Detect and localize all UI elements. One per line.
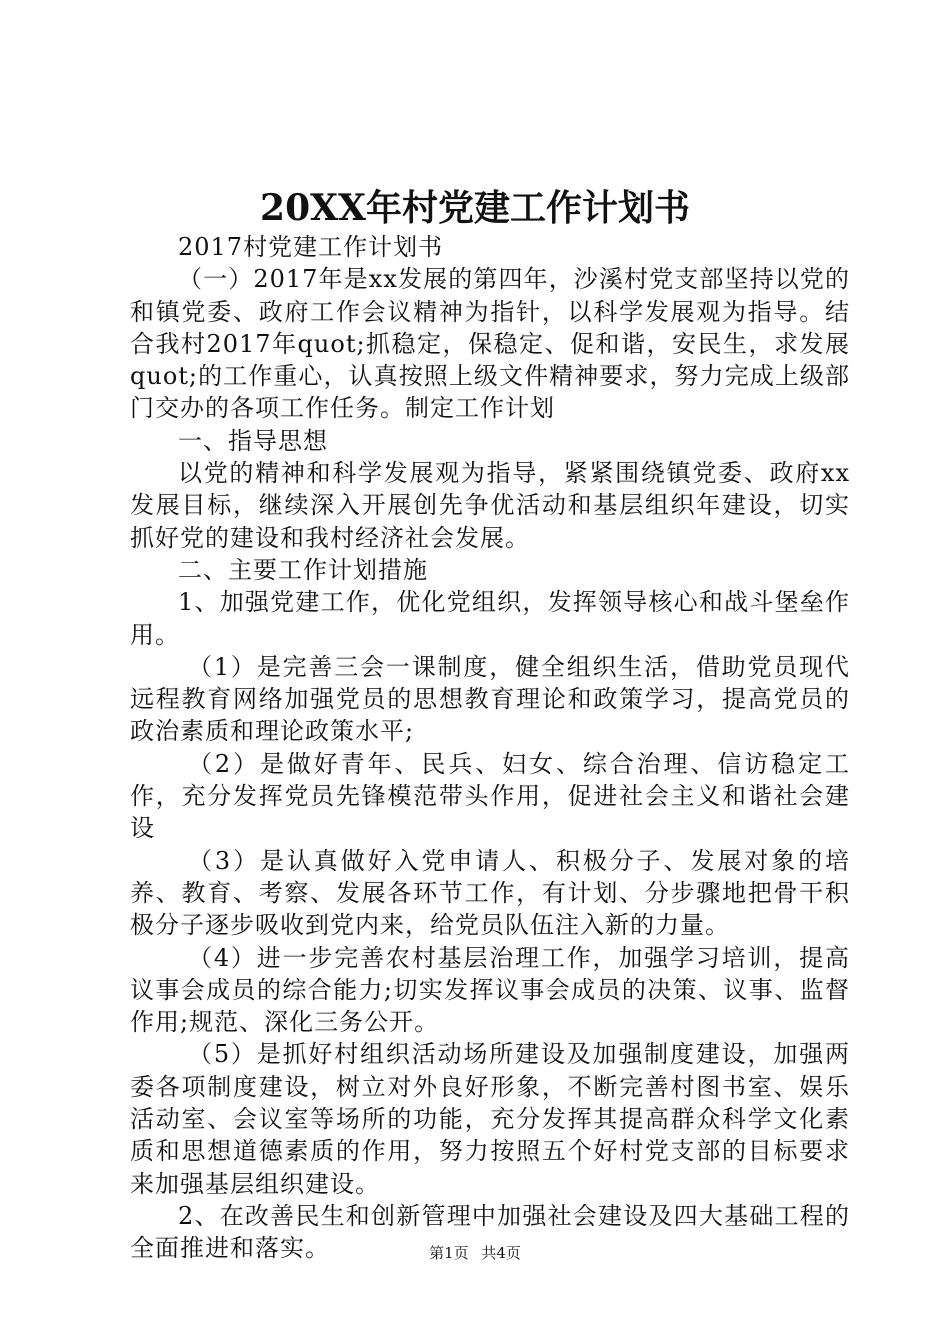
page-total: 共4页 [481, 1244, 521, 1262]
paragraph-measure-1-item-2: （2）是做好青年、民兵、妇女、综合治理、信访稳定工作，充分发挥党员先锋模范带头作用，促进社会主义和谐社会建设 [130, 749, 850, 843]
heading-main-measures: 二、主要工作计划措施 [178, 555, 428, 584]
paragraph-measure-1-item-3: （3）是认真做好入党申请人、积极分子、发展对象的培养、教育、考察、发展各环节工作，有计划、分步骤地把骨干积极分子逐步吸收到党内来，给党员队伍注入新的力量。 [130, 846, 850, 940]
paragraph-subtitle: 2017村党建工作计划书 [178, 233, 444, 261]
paragraph-measure-1-item-4: （4）进一步完善农村基层治理工作，加强学习培训，提高议事会成员的综合能力;切实发挥议事会成员的决策、议事、监督作用;规范、深化三务公开。 [130, 943, 850, 1037]
page-number: 第1页 [429, 1244, 469, 1262]
document-title: 20XX年村党建工作计划书 [260, 187, 690, 229]
document-body [130, 231, 850, 1265]
paragraph-measure-1: 1、加强党建工作，优化党组织，发挥领导核心和战斗堡垒作用。 [130, 588, 850, 649]
paragraph-measure-2: 2、在改善民生和创新管理中加强社会建设及四大基础工程的全面推进和落实。 [130, 1201, 850, 1263]
page-footer [0, 1243, 950, 1263]
paragraph-guiding-ideology: 以党的精神和科学发展观为指导，紧紧围绕镇党委、政府xx发展目标，继续深入开展创先争优活动和基层组织年建设，切实抓好党的建设和我村经济社会发展。 [130, 459, 850, 552]
paragraph-intro: （一）2017年是xx发展的第四年，沙溪村党支部坚持以党的和镇党委、政府工作会议精神为指针，以科学发展观为指导。结合我村2017年quot;抓稳定，保稳定、促和谐，安民生，求发展quot;的工作重心，认真按照上级文件精神要求，努力完成上级部门交办的各项工作任务。制定工作计划 [130, 265, 850, 423]
paragraph-measure-1-item-5: （5）是抓好村组织活动场所建设及加强制度建设，加强两委各项制度建设，树立对外良好形象，不断完善村图书室、娱乐活动室、会议室等场所的功能，充分发挥其提高群众科学文化素质和思想道德素质的作用，努力按照五个好村党支部的目标要求来加强基层组织建设。 [130, 1040, 850, 1198]
paragraph-measure-1-item-1: （1）是完善三会一课制度，健全组织生活，借助党员现代远程教育网络加强党员的思想教育理论和政策学习，提高党员的政治素质和理论政策水平; [130, 652, 850, 746]
heading-guiding-ideology: 一、指导思想 [178, 426, 328, 455]
